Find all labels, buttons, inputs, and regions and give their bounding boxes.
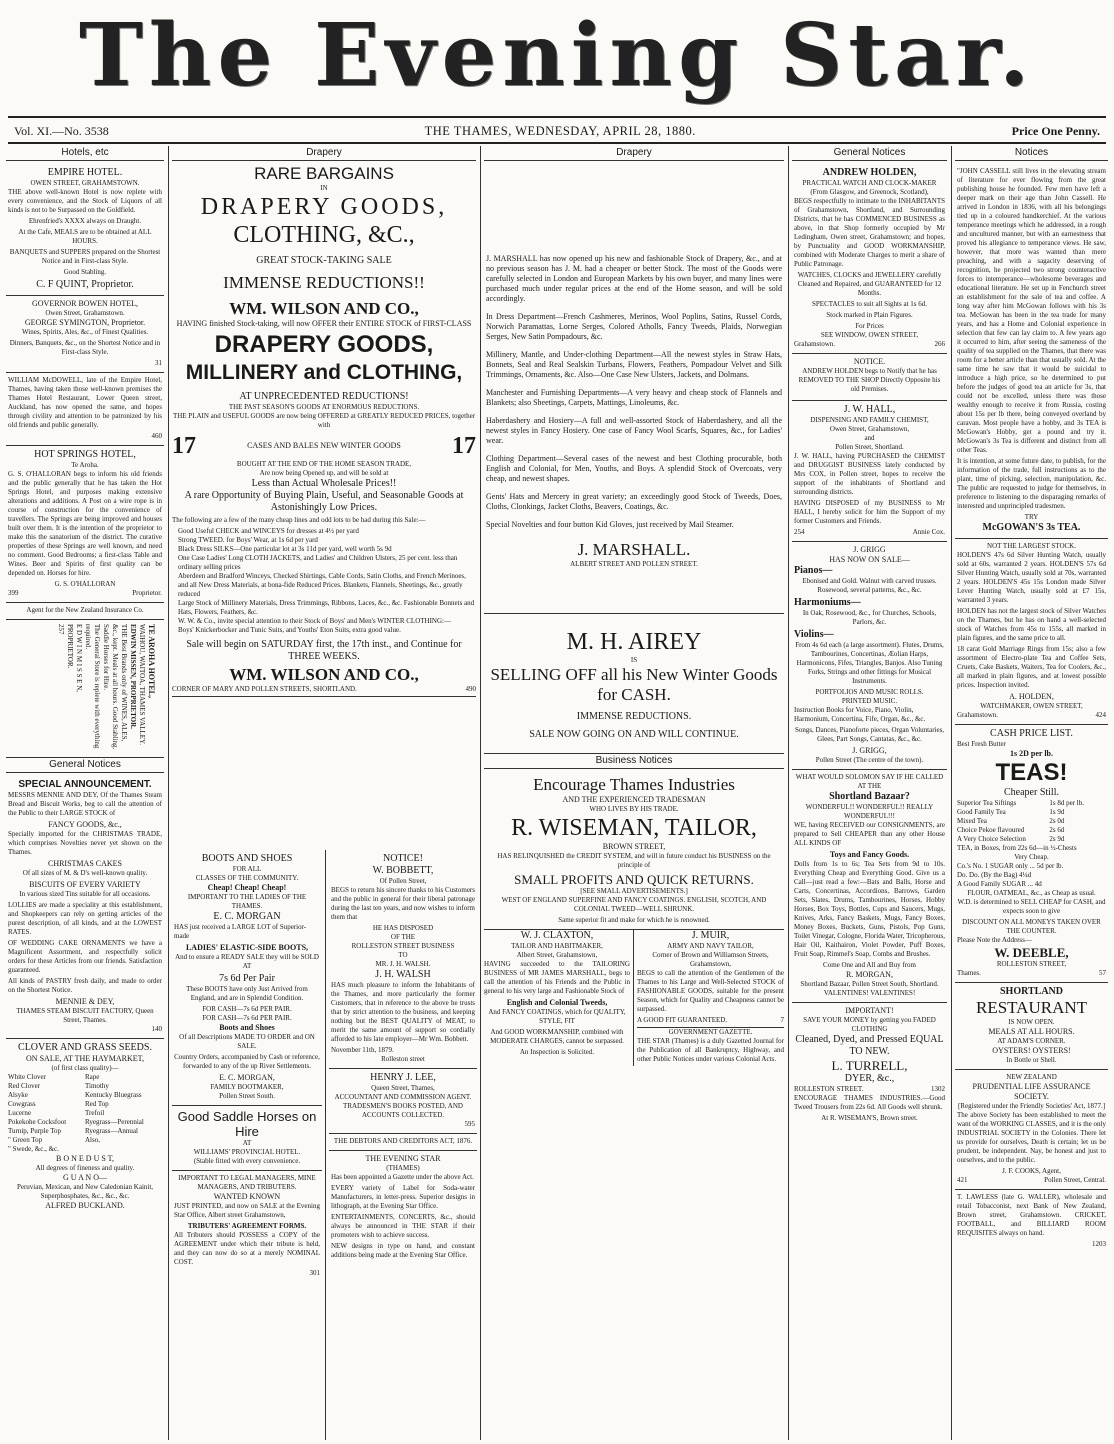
ad-wilson: RARE BARGAINS IN DRAPERY GOODS, CLOTHING, &C., GREAT STOCK-TAKING SALE IMMENSE REDUCTIONS!! WM. WILSON AND CO., HAVING finished Stock-taking, will now OFFER their ENTIRE STOCK of FIRST-CLASS DRAPERY GOODS, MILLINERY and CLOTHING, AT UNPRECEDENTED REDUCTIONS! THE PAST SEASON'S GOODS AT ENORMOUS REDUCTIONS. THE PLAIN and USEFUL GOODS are now being OFFERED at GREATLY REDUCED PRICES, together with 17 CASES AND BALES NEW WINTER GOODS 17 BOUGHT AT THE END OF THE HOME SEASON TRADE, Are now being Opened up, and will be sold at Less than Actual Wholesale Prices!! A rare Opportunity of Buying Plain, Useful, and Seasonable Goods at Astonishingly Low Prices. The following are a few of the many cheap lines and odd lots to be had during this Sale:— Good Useful CHECK and WINCEYS for dresses at 4½ per yard Strong TWEED. for Boys' Wear, at 1s 6d per yard Black Dress SILKS—One particular lot at 3s 11d per yard, well worth 5s 9d One Case Ladies' Long CLOTH JACKETS, and Ladies' and Children Ulsters, 25 per cent. less than ordinary selling prices Aberdeen and Bradford Winceys, Checked Shirtings, Cable Cords, Satin Cloths, and French Merinoes, and all New Dress Materials, at bona-fide Reduced Prices. Blankets, Flannels, Sheetings, &c., greatly reduced Large Stock of Millinery Materials, Dress Trimmings, Ribbons, Laces, &c., &c. Fashionable Bonnets and Hats, Flowers, Feathers, &c. W. W. & Co., invite special attention to their Stock of Boys' and Men's WINTER CLOTHING:— Boys' Knickerbocker and Tunic Suits, and Youths' Eton Suits, extra good value. Sale will begin on SATURDAY first, the 17th inst., and Continue for THREE WEEKS. WM. WILSON AND CO., CORNER OF MARY AND POLLEN STREETS, SHORTLAND. 490 [172,164,476,697]
ad-deeble: CASH PRICE LIST. Best Fresh Butter 1s 2D per lb. TEAS! Cheaper Still. Superior Tea Siftings Good Family Tea Mixed Tea Choice Pekoe flavoured A Very Choice Selection 1s 8d per lb. 1s 9d 2s 0d 2s 6d 2s 9d TEA, in Boxes, from 22s 6d—in ½-Chests Very Cheap. Co.'s No. 1 SUGAR only ... 5d per lb. Do. Do. (By the Bag) 4¼d A Good Family SUGAR ... 4d FLOUR, OATMEAL, &c., as Cheap as usual. W.D. is determined to SELL CHEAP for CASH, and expects soon to give DISCOUNT ON ALL MONEYS TAKEN OVER THE COUNTER. Please Note the Address— W. DEEBLE, ROLLESTON STREET, Thames. 57 [955,725,1108,983]
ad-morgan-boots: BOOTS AND SHOES FOR ALL CLASSES OF THE COMMUNITY. Cheap! Cheap! Cheap! IMPORTANT TO THE LADIES OF THE THAMES. E. C. MORGAN HAS just received a LARGE LOT of Superior-made LADIES' ELASTIC-SIDE BOOTS, And to ensure a READY SALE they will be SOLD AT 7s 6d Per Pair These BOOTS have only Just Arrived from England, and are in Splendid Condition. FOR CASH—7s 6d PER PAIR. FOR CASH—7s 6d PER PAIR. Boots and Shoes Of all Descriptions MADE TO ORDER and ON SALE. Country Orders, accompanied by Cash or reference, forwarded to any of the up River Settlements. E. C. MORGAN, FAMILY BOOTMAKER, Pollen Street South. [172,850,322,1106]
ad-governor-bowen: GOVERNOR BOWEN HOTEL, Owen Street, Grahamstown. GEORGE SYMINGTON, Proprietor. Wines, Spirits, Ales, &c., of Finest Qualities. Dinners, Banquets, &c., on the Shortest Notice and in First-class Style. 31 [6,296,164,373]
ad-te-aroha-rotated: TE AROHA HOTEL, WAIHOU, WAITOA, THAMES VALLEY. EDWIN MISSEN, PROPRIETOR. THE Best Brands only of WINES, ALES, &c., kept. Meals at all hours. Good Stabling. Saddle Horses for Hire. The General Store is replete with everything required. E D W I N M I S S E N, PROPRIETOR. 257 [6,620,164,758]
column-drapery-marshall [484,146,784,1440]
ad-saddle-horses: Good Saddle Horses on Hire AT WILLIAMS' PROVINCIAL HOTEL. (Stable fitted with every convenience. [172,1106,322,1171]
ad-lee: HENRY J. LEE, Queen Street, Thames, ACCOUNTANT AND COMMISSION AGENT. TRADESMEN'S BOOKS POSTED, AND ACCOUNTS COLLECTED. 595 [329,1069,477,1134]
column-divider [168,146,169,1440]
column-notices-walsh [329,850,477,1440]
column-hotels [6,146,164,1440]
column-boots [172,850,322,1440]
section-heading: Notices [955,146,1108,161]
section-heading: Hotels, etc [6,146,164,161]
ad-grigg: J. GRIGG HAS NOW ON SALE— Pianos— Ebonised and Gold. Walnut with carved trusses. Rosewood, several patterns, &c., &c. Harmoniums— In Oak, Rosewood, &c., for Churches, Schools, Parlors, &c. Violins— From 4s 6d each (a large assortment). Flutes, Drums, Tambourines, Concertinas, Æolian Harps, Harmonicons, Fifes, Triangles, Banjos. Also Tuning Forks, Strings and other fittings for Musical Instruments. PORTFOLIOS AND MUSIC ROLLS. PRINTED MUSIC. Instruction Books for Voice, Piano, Violin, Harmonium, Concertina, Fife, Organ, &c., &c. Songs, Dances, Pianoforte pieces, Organ Voluntaries, Glees, Part Songs, Cantatas, &c., &c. J. GRIGG, Pollen Street (The centre of the town). [792,542,947,770]
masthead [0,0,1114,118]
section-heading: General Notices [792,146,947,161]
sale-lines: Good Useful CHECK and WINCEYS for dresses at 4½ per yard Strong TWEED. for Boys' Wear, at 1s 6d per yard Black Dress SILKS—One particular lot at 3s 11d per yard, well worth 5s 9d One Case Ladies' Long CLOTH JACKETS, and Ladies' and Children Ulsters, 25 per cent. less than ordinary selling prices Aberdeen and Bradford Winceys, Checked Shirtings, Cable Cords, Satin Cloths, and French Merinoes, and all New Dress Materials, at bona-fide Reduced Prices. Blankets, Flannels, Sheetings, &c., greatly reduced Large Stock of Millinery Materials, Dress Trimmings, Ribbons, Laces, &c., &c. Fashionable Bonnets and Hats, Flowers, Feathers, &c. W. W. & Co., invite special attention to their Stock of Boys' and Men's WINTER CLOTHING:— Boys' Knickerbocker and Tunic Suits, and Youths' Eton Suits, extra good value. [178,527,475,634]
ad-debtors-act: THE DEBTORS AND CREDITORS ACT, 1876. [329,1134,477,1151]
insurance-agent: Agent for the New Zealand Insurance Co. [6,603,164,620]
volume-number: Vol. XI.—No. 3538 [14,123,109,138]
ad-empire-hotel: EMPIRE HOTEL. OWEN STREET, GRAHAMSTOWN. THE above well-known Hotel is now replete with every convenience, and the Stock of Liquors of all kinds is not to be Surpassed on the Goldfield. Ehrenfried's XXXX always on Draught. At the Cafe, MEALS are to be obtained at ALL HOURS. BANQUETS and SUPPERS prepared on the Shortest Notice and in First-class Style. Good Stabling. C. F QUINT, Proprietor. [6,164,164,296]
section-heading: General Notices [6,758,164,773]
ad-clover-seeds: CLOVER AND GRASS SEEDS. ON SALE, AT THE HAYMARKET, (of first class quality)— White Clover Red Clover Alsyke Cowgrass Lucerne Pokekohe Cocksfoot Turnip, Purple Top " Green Top " Swede, &c., &c. Rape Timothy Kentucky Bluegrass Red Top Trefoil Ryegrass—Perennial Ryegrass—Annual Also, B O N E D U S T, All degrees of fineness and quality. G U A N O— Peruvian, Mexican, and New Caledonian Kainit, Superphosphates, &c., &c., &c. ALFRED BUCKLAND. [6,1039,164,1215]
issue-rule [8,142,1106,144]
ad-tributers: IMPORTANT TO LEGAL MANAGERS, MINE MANAGERS, AND TRIBUTERS. WANTED KNOWN JUST PRINTED, and now on SALE at the Evening Star Office, Albert street Grahamstown, TRIBUTERS' AGREEMENT FORMS. All Tributers should POSSESS a COPY of the AGREEMENT under which their tribute is held, and they can now do so at a merely NOMINAL COST. 301 [174,1174,320,1277]
ad-holden-removed: NOTICE. ANDREW HOLDEN begs to Notify that he has REMOVED TO THE SHOP Directly Opposite his old Premises. [792,354,947,401]
ad-shortland-bazaar: WHAT WOULD SOLOMON SAY IF HE CALLED AT THE Shortland Bazaar? WONDERFUL!! WONDERFUL!! REALLY WONDERFUL!!! WE, having RECEIVED our CONSIGNMENTS, are prepared to Sell CHEAPER than any other House ALL KINDS OF Toys and Fancy Goods. Dolls from 1s to 6s; Tea Sets from 9d to 10s. Everything Cheap and Everything Good. Give us a Call—just read a few:—Bats and Balls, Horse and Carts, Concertinas, Accordions, Barrows, Garden Sets, Slates, Drums, Tambourines, Horses, Hobby Horses, Box Toys, Bottles, Cups and Saucers, Mugs, Knives, Arks, Fancy Baskets, Mugs, Fancy Boxes, Money Boxes, Buckets, Guns, Pistols, Pop Guns, Toilet Vinegar, Cologne, Florida Water, Tricopherous, Hair Oil, Kaithairon, Violet Powder, Puff Boxes, Fruit Soap, Rimmel's Soap, Combs and Brushes. Come One and All and Buy from R. MORGAN, Shortland Bazaar, Pollen Street South, Shortland. VALENTINES! VALENTINES! [792,770,947,1003]
ad-evening-star-office: THE EVENING STAR (THAMES) Has been appointed a Gazette under the above Act. EVERY variety of Label for Soda-water Manufacturers, in letter-press. Superior designs in lithograph, at the Evening Star Office. ENTERTAINMENTS, CONCERTS, &c., should always be announced in THE STAR if their promoters wish to achieve success. NEW designs in type on hand, and constant additions being made at the Evening Star Office. [331,1154,475,1259]
newspaper-title: The Evening Star. [78,5,1036,106]
ad-muir: J. MUIR, ARMY AND NAVY TAILOR, Corner of Brown and Williamson Streets, Grahamstown, BEGS to call the attention of the Gentlemen of the Thames to his Large and Well-Selected STOCK of FASHIONABLE GOODS, suitable for the present Season, which for Quality and Cheapness cannot be surpassed. A GOOD FIT GUARANTEED. 7 GOVERNMENT GAZETTE. THE STAR (Thames) is a duly Gazetted Journal for the Publication of all Bankruptcy, Highway, and other Public Notices under various Colonial Acts. [637,930,784,1063]
ad-prudential: NEW ZEALAND PRUDENTIAL LIFE ASSURANCE SOCIETY. [Registered under the Friendly Societies' Act, 1877.] The above Society has been established to meet the want of the WORKING CLASSES, and it is the only INDUSTRIAL SOCIETY in the Colonies. There let us provide for ourselves, Death is certain; let us be prudent, be independent. Nay, be honest and just to ourselves, and to the public. J. F. COOKS, Agent, 421 Pollen Street, Central. [955,1070,1108,1190]
column-divider [480,146,481,1440]
section-heading: Drapery [484,146,784,161]
ad-holden: ANDREW HOLDEN, PRACTICAL WATCH AND CLOCK-MAKER (From Glasgow, and Greenock, Scotland), BEGS respectfully to intimate to the INHABITANTS of Grahamstown, Shortland, and Surrounding Districts, that he has COMMENCED BUSINESS as above, in that Shop formerly occupied by Mr Ledingham, Owen street, Grahamstown; and hopes, by Punctuality and GOOD WORKMANSHIP, combined with Moderate Charges to merit a share of Public Patronage. WATCHES, CLOCKS and JEWELLERY carefully Cleaned and Repaired, and GUARANTEED for 12 Months. SPECTACLES to suit all Sights at 1s 6d. Stock marked in Plain Figures. For Prices SEE WINDOW, OWEN STREET, Grahamstown. 266 [792,164,947,354]
ad-hot-springs: HOT SPRINGS HOTEL, Te Aroha. G. S. O'HALLORAN begs to inform his old friends and the public generally that he has taken the Hot Springs Hotel, and purposes making extensive alterations and additions. A Post on a wire rope is in course of construction for the convenience of travellers. The Springs are being improved and houses built over them. It is the intention of the proprietor to make this the sanatorium of the district. The curative properties of these Springs are well known, and need no comment. Good Bedrooms; a first-class Table and Wines. Beer and Spirits of first quality can be depended on. Horses for hire. G. S. O'HALLORAN 399 Proprietor. [6,446,164,603]
column-drapery-wilson [172,146,476,846]
column-divider [951,146,952,1440]
column-divider [788,146,789,1440]
tailors-row [484,930,784,1066]
column-notices [955,146,1108,1440]
price: Price One Penny. [1011,123,1100,138]
ad-airey: M. H. AIREY IS SELLING OFF all his New Winter Goods for CASH. IMMENSE REDUCTIONS. SALE NOW GOING ON AND WILL CONTINUE. [484,614,784,754]
ad-holden-watches: NOT THE LARGEST STOCK. HOLDEN'S 47s 6d Silver Hunting Watch, usually sold at 60s, warranted 2 years. HOLDEN'S 57s 6d Silver Hunting Watch, usually sold at 70s, warranted 2 years. HOLDEN'S 45s 15s London made Silver Lever Hunting Watch, usually sold at £7 15s, warranted 3 years. HOLDEN has not the largest stock of Silver Watches on the Thames, but he has on hand a well-selected stock of Watches from 45s to 155s, all marked in plain figures, and the same price to all. 18 carat Gold Marriage Rings from 15s; also a few assortment of Electro-plate Tea and Coffee Sets, Cruets, Cake Baskets, Waiters, Tea for Coolers, &c., all marked in plain figures, and at lowest possible prices. Inspection invited. A. HOLDEN, WATCHMAKER, OWEN STREET, Grahamstown. 424 [955,539,1108,725]
issue-line [14,122,1100,140]
ad-wiseman: Encourage Thames Industries AND THE EXPERIENCED TRADESMAN WHO LIVES BY HIS TRADE. R. WISEMAN, TAILOR, BROWN STREET, HAS RELINQUISHED the CREDIT SYSTEM, and will in future conduct his BUSINESS on the principle of SMALL PROFITS AND QUICK RETURNS. [SEE SMALL ADVERTISEMENTS.] WEST OF ENGLAND SUPERFINE AND FANCY COATINGS. ENGLISH, SCOTCH, AND COLONIAL TWEED—WELL SHRUNK. Same superior fit and make for which he is renowned. [484,772,784,930]
ad-mcgowan-tea: "JOHN CASSELL still lives in the elevating stream of literature for ever flowing from the great publishing house he founded. Few men have left a deeper mark on their age than John Cassell. He arrived in London in 1836, with all his belongings tied up in a coloured handkerchief. At the various temperance meetings which he addressed, in a rough and uncultured manner, but with an earnestness that proved his allegiance to temperance views. He saw, however, that more was wanted than mere preaching, and with a sagacity deserving of recognition, he projected two strong counteractive forces to intemperance—wholesome beverages and educational literature. He set up in Fenchurch street an establishment for the sale of tea and coffee. A long way after him McGowan follows with his 3s tea. McGowan has been in the tea trade for many years, and has a Home and Colonial experience in selection that few can lay claim to. A few years ago it occurred to him, after seeing the sameness of the quality of tea supplied on the Thames, that there was room for a better article than that usually sold. At the same time he saw that it would be suicidal to introduce a high price, so he determined to put before the judges of good tea an article for 3s, that could not be excelled, unless there was those wealthy enough to receive it from Russia, costing about 15s per lb there, being conveyed overland by caravan. Most people have a hobby, and 3s TEA is McGowan's Hobby, get a pound and try it. McGowan's 3s Tea is different and distinct from all other Teas. It is intention, at some future date, to publish, for the information of the trade, full instructions as to the plant, time of picking, selection, manipulation, &c. The public are requested to judge for themselves, in preference to listening to the disparaging remarks of interested and unprincipled tradesmen. TRY McGOWAN'S 3s TEA. [955,164,1108,539]
ad-mcdowell: WILLIAM McDOWELL, late of the Empire Hotel, Thames, having taken those well-known premises the Thames Hotel Restaurant, Lower Queen street, Auckland, has now opened the same, and hopes through civility and attention to be patronized by his old friends and public generally. 460 [6,373,164,446]
section-heading: Business Notices [484,754,784,769]
column-general-notices [792,146,947,1440]
column-divider [325,850,326,1440]
ad-bobbett: NOTICE! W. BOBBETT, Of Pollen Street, BEGS to return his sincere thanks to his Customers and the public in general for their liberal patronage during the last ten years, and now wishes to inform them that HE HAS DISPOSED OF THE ROLLESTON STREET BUSINESS TO MR. J. H. WALSH. J. H. WALSH HAS much pleasure to inform the Inhabitants of the Thames, and more particularly the former Customers, that in reference to the above he trusts that by strict attention to the business, and keeping nothing but the BEST QUALITY of MEAT, to merit the same amount of support so cordially afforded to his late employer—Mr Wm. Bobbett. November 11th, 1879. Rolleston street [329,850,477,1069]
section-heading: Drapery [172,146,476,161]
place-date: THE THAMES, WEDNESDAY, APRIL 28, 1880. [424,123,696,138]
ad-hall: J. W. HALL, DISPENSING AND FAMILY CHEMIST, Owen Street, Grahamstown, and Pollen Street, Shortland. J. W. HALL, having PURCHASED the CHEMIST and DRUGGIST BUSINESS lately conducted by Mrs COX, in Pollen street, hopes to receive the support of the inhabitants of Shortland and surrounding districts. HAVING DISPOSED of my BUSINESS to Mr HALL, I hereby solicit for him the Support of my former Customers and Friends. 254 Annie Cox. [792,401,947,542]
top-rule [8,116,1106,118]
ad-shortland-restaurant: SHORTLAND RESTAURANT IS NOW OPEN. MEALS AT ALL HOURS. AT ADAM'S CORNER. OYSTERS! OYSTERS! In Bottle or Shell. [955,983,1108,1070]
ad-turrell: IMPORTANT! SAVE YOUR MONEY by getting you FADED CLOTHING Cleaned, Dyed, and Pressed EQUAL TO NEW. L. TURRELL, DYER, &c., ROLLESTON STREET. 1302 ENCOURAGE THAMES INDUSTRIES.—Good Tweed Trousers from 22s 6d. All Goods well shrunk. At R. WISEMAN'S, Brown street. [794,1006,945,1122]
seed-list: White Clover Red Clover Alsyke Cowgrass Lucerne Pokekohe Cocksfoot Turnip, Purple Top " Green Top " Swede, &c., &c. Rape Timothy Kentucky Bluegrass Red Top Trefoil Ryegrass—Perennial Ryegrass—Annual Also, [8,1073,144,1153]
tea-price-list: Superior Tea Siftings Good Family Tea Mixed Tea Choice Pekoe flavoured A Very Choice Selection 1s 8d per lb. 1s 9d 2s 0d 2s 6d 2s 9d [957,799,1084,843]
ad-marshall: J. MARSHALL has now opened up his new and fashionable Stock of Drapery, &c., and at no previous season has J. M. had a cheaper or better Stock. The most of the Goods were carefully selected in London and European Markets by his own buyer, and many lines were purchased much under regular prices at the end of the Home season, and will be sold accordingly. In Dress Department—French Cashmeres, Merinos, Wool Poplins, Satins, Russel Cords, Norwich Paramattas, Lorne Serges, Colored Atholls, Fancy Tweeds, Plaids, Norwegian Serges, New Satin Pompadours, &c. Millinery, Mantle, and Under-clothing Department—All the newest styles in Straw Hats, Bonnets, Seal and Real Sealskin Turbans, Flowers, Feathers, Pompadour Velvet and Silk Trimmings, Ornaments, &c. Also—One Case New Ulsters, Jackets, and Dolmans. Manchester and Furnishing Departments—A very heavy and cheap stock of Flannels and Blankets; also Sheetings, Carpets, Mattings, Linoleums, &c. Haberdashery and Hosiery—A full and well-assorted Stock of Haberdashery, and all the newest styles in Fancy Hosiery. One case of Fancy Wool Scarfs, Squares, &c., for Ladies' wear. Clothing Department—Several cases of the newest and best Clothing procurable, both English and Colonial, for Men, Youths, and Boys. A splendid Stock of Overcoats, very cheap, and newest shapes. Gents' Hats and Mercery in great variety; an exceedingly good Stock of Tweeds, Does, Cloths, Clonkings, Jacket Cloths, Beavers, Coatings, &c. Special Novelties and four button Kid Gloves, just received by Mail Steamer. J. MARSHALL. ALBERT STREET AND POLLEN STREET. [484,164,784,614]
ad-mennie-dey: SPECIAL ANNOUNCEMENT. MESSRS MENNIE AND DEY, Of the Thames Steam Bread and Biscuit Works, beg to call the attention of the Public to their LARGE STOCK of FANCY GOODS, &c., Specially imported for the CHRISTMAS TRADE, which comprises Novelties never yet shown on the Thames. CHRISTMAS CAKES Of all sizes of M. & D's well-known quality. BISCUITS OF EVERY VARIETY In various sized Tins suitable for all occasions. LOLLIES are made a speciality at this establishment, and Shopkeepers can rely on getting articles of the purest description, of all kinds, and at the LOWEST RATES. OF WEDDING CAKE ORNAMENTS we have a Magnificent Assortment, and respectfully solicit orders for these Articles from our friends. Satisfaction guaranteed. All kinds of PASTRY fresh daily, and made to order on the Shortest Notice. MENNIE & DEY, THAMES STEAM BISCUIT FACTORY, Queen Street, Thames. 140 [6,776,164,1039]
ad-claxton: W. J. CLAXTON, TAILOR AND HABITMAKER, Albert Street, Grahamstown, HAVING succeeded to the TAILORING BUSINESS of MR JAMES MARSHALL, begs to call the attention of his Friends and the Public in general to his very large and Fashionable Stock of English and Colonial Tweeds, And FANCY COATINGS, which for QUALITY, STYLE, FIT And GOOD WORKMANSHIP, combined with MODERATE CHARGES, cannot be surpassed. An Inspection is Solicited. [484,930,634,1066]
ad-lawless: T. LAWLESS (late G. WALLER), wholesale and retail Tobacconist, next Bank of New Zealand, Brown street, Grahamstown. CRICKET, FOOTBALL, and BILLIARD ROOM REQUISITES always on hand. 1203 [957,1193,1106,1248]
